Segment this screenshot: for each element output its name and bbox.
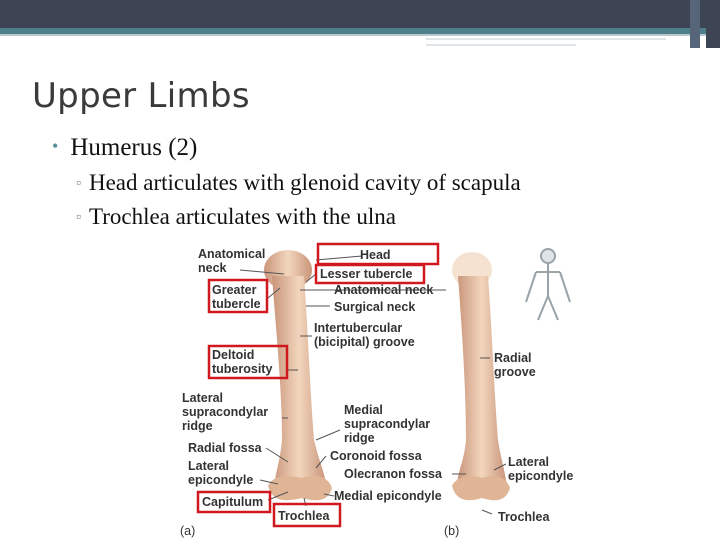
subbullet-text: Head articulates with glenoid cavity of scapula (88, 170, 521, 195)
label-deltoid-tuberosity: Deltoid (212, 348, 255, 362)
distal-humerus-b (452, 476, 510, 500)
label-head: Head (360, 248, 391, 262)
label-olecranon-fossa: Olecranon fossa (344, 467, 442, 481)
label-coronoid-fossa: Coronoid fossa (330, 449, 422, 463)
label-lateral-epicondyle-a-line2: epicondyle (188, 473, 254, 487)
label-greater-tubercle: Greater (212, 283, 257, 297)
label-panel-a: (a) (180, 524, 196, 538)
label-trochlea-a: Trochlea (278, 509, 330, 523)
label-medial-supracondylar-ridge-line3: ridge (344, 431, 375, 445)
decor-strip (426, 44, 576, 46)
header-shadow (0, 34, 720, 36)
label-intertubercular-groove: Intertubercular (314, 321, 403, 335)
label-surgical-neck: Surgical neck (334, 300, 416, 314)
label-intertubercular-groove-line2: (bicipital) groove (314, 335, 415, 349)
header-bar (0, 0, 720, 28)
decor-strip (426, 38, 666, 40)
subbullet-square-icon: ▫ (76, 210, 81, 225)
corner-block-dark (706, 0, 720, 48)
label-medial-epicondyle: Medial epicondyle (334, 489, 442, 503)
label-anatomical-neck-b: Anatomical neck (334, 283, 434, 297)
subbullet-square-icon: ▫ (76, 176, 81, 191)
label-lateral-supracondylar-ridge-line2: supracondylar (182, 405, 269, 419)
label-radial-fossa: Radial fossa (188, 441, 262, 455)
humeral-shaft-b (457, 276, 506, 492)
label-medial-supracondylar-ridge-line2: supracondylar (344, 417, 431, 431)
bullet-dot-icon: • (52, 136, 59, 156)
subbullet-text: Trochlea articulates with the ulna (88, 204, 396, 229)
label-trochlea-b: Trochlea (498, 510, 550, 524)
label-lateral-epicondyle-a: Lateral (188, 459, 229, 473)
slide-title: Upper Limbs (32, 76, 250, 116)
subbullet-item (76, 204, 396, 230)
label-lesser-tubercle: Lesser tubercle (320, 267, 413, 281)
humeral-shaft-a (272, 276, 326, 492)
skeleton-thumbnail-icon (526, 249, 570, 320)
label-lateral-supracondylar-ridge: Lateral (182, 391, 223, 405)
label-lateral-supracondylar-ridge-line3: ridge (182, 419, 213, 433)
label-radial-groove-line2: groove (494, 365, 536, 379)
label-radial-groove: Radial (494, 351, 532, 365)
label-anatomical-neck-a-line2: neck (198, 261, 227, 275)
humerus-anterior-view (264, 250, 332, 500)
label-medial-supracondylar-ridge: Medial (344, 403, 383, 417)
label-deltoid-tuberosity-line2: tuberosity (212, 362, 273, 376)
bullet-item (52, 134, 197, 162)
label-lateral-epicondyle-b: Lateral (508, 455, 549, 469)
label-panel-b: (b) (444, 524, 460, 538)
label-anatomical-neck-a: Anatomical (198, 247, 266, 261)
label-lateral-epicondyle-b-line2: epicondyle (508, 469, 574, 483)
bullet-text: Humerus (2) (70, 134, 198, 161)
label-capitulum: Capitulum (202, 495, 264, 509)
label-greater-tubercle-line2: tubercle (212, 297, 261, 311)
subbullet-item (76, 170, 521, 196)
humerus-figure (176, 240, 596, 540)
corner-block-light (690, 0, 700, 48)
